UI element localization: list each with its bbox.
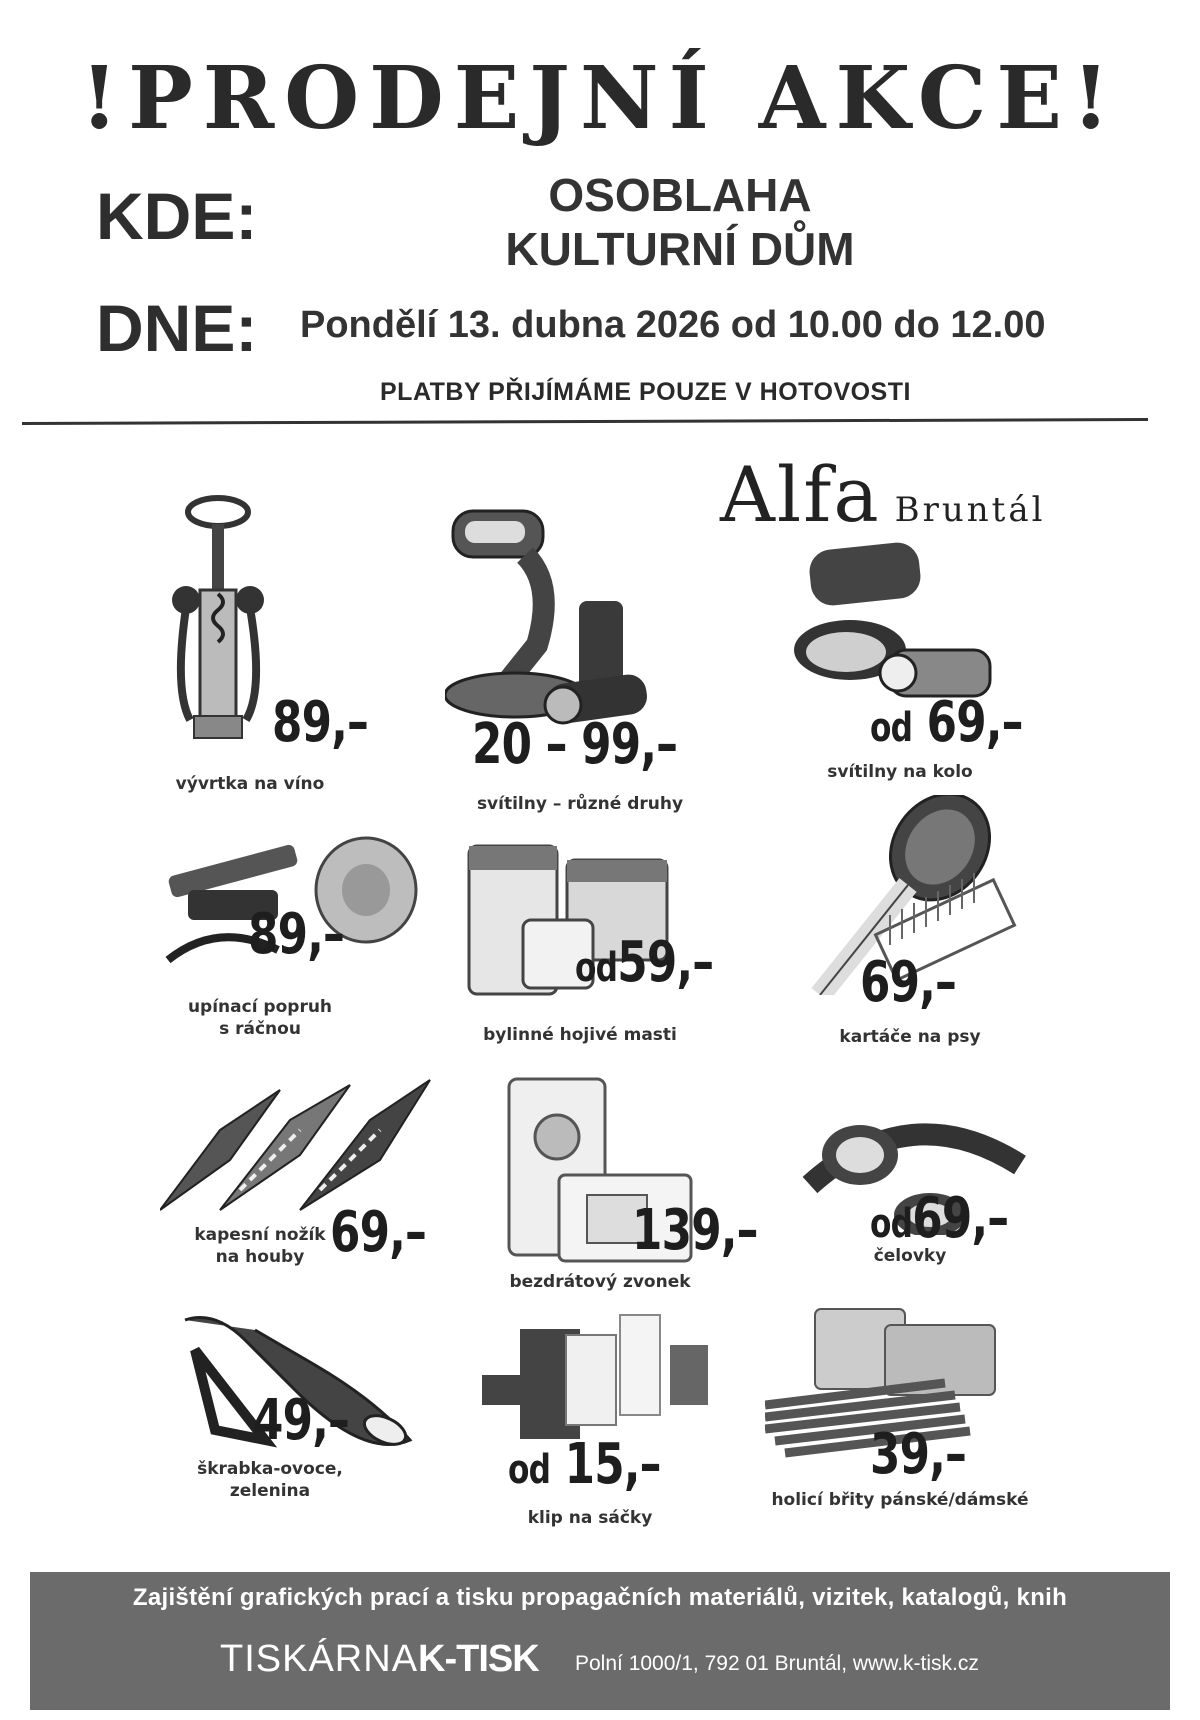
corkscrew-icon (160, 490, 280, 750)
caption-razor: holicí břity pánské/dámské (771, 1490, 1029, 1510)
dne-label: DNE: (96, 291, 258, 365)
price-prefix: od (870, 1201, 913, 1247)
price-corkscrew: 89,– (272, 690, 369, 755)
printer-address: Polní 1000/1, 792 01 Bruntál, www.k-tisk.cz (575, 1652, 979, 1675)
price-prefix: od (870, 705, 913, 751)
price-value: 59,– (617, 930, 714, 995)
caption-line: škrabka-ovoce, (197, 1459, 343, 1479)
printer-logo-prefix: TISKÁRNA (220, 1638, 419, 1680)
caption-headlamp: čelovky (873, 1246, 947, 1266)
caption-pocket-knife (160, 1224, 360, 1268)
price-doorbell: 139,– (632, 1198, 758, 1263)
price-value: 69,– (926, 690, 1023, 755)
price-prefix: od (575, 945, 618, 991)
price-ointment (575, 930, 713, 995)
price-dog-brush: 69,– (860, 950, 957, 1015)
caption-bag-clip: klip na sáčky (527, 1508, 653, 1528)
event-date: Pondělí 13. dubna 2026 od 10.00 do 12.00 (300, 304, 1046, 346)
flashlight-icon (445, 495, 735, 735)
price-peeler: 49,– (253, 1388, 350, 1453)
price-bag-clip (508, 1432, 661, 1497)
logo-main: Alfa (720, 450, 881, 539)
printer-logo-name: K-TISK (418, 1638, 539, 1680)
caption-corkscrew: vývrtka na víno (175, 774, 325, 794)
price-flashlight: 20 – 99,– (472, 712, 678, 777)
footer-service-text: Zajištění grafických prací a tisku propagačních materiálů, vizitek, katalogů, knih (132, 1584, 1068, 1611)
price-prefix: od (508, 1447, 551, 1493)
caption-doorbell: bezdrátový zvonek (509, 1272, 691, 1292)
place-line-1: OSOBLAHA (548, 169, 812, 221)
printer-footer (30, 1572, 1170, 1710)
page-title: !PRODEJNÍ AKCE! (80, 48, 1120, 149)
price-ratchet-strap: 89,– (248, 902, 345, 967)
price-value: 69,– (912, 1186, 1009, 1251)
price-value: 15,– (564, 1432, 661, 1497)
logo-city: Bruntál (894, 490, 1046, 530)
caption-flashlight: svítilny – různé druhy (476, 794, 684, 814)
place-line-2: KULTURNÍ DŮM (505, 223, 855, 275)
payment-note: PLATBY PŘIJÍMÁME POUZE V HOTOVOSTI (380, 378, 911, 406)
caption-line: upínací popruh (187, 997, 333, 1017)
printer-logo (220, 1638, 539, 1681)
caption-dog-brush: kartáče na psy (839, 1027, 981, 1047)
caption-line: na houby (215, 1247, 305, 1267)
divider (22, 418, 1148, 425)
caption-line: zelenina (229, 1481, 311, 1501)
product-corkscrew (160, 490, 490, 820)
price-headlamp (870, 1186, 1008, 1251)
price-pocket-knife: 69,– (330, 1200, 427, 1265)
pocket-knife-icon (160, 1060, 450, 1220)
caption-bike-light: svítilny na kolo (827, 762, 973, 782)
kde-label: KDE: (96, 179, 258, 253)
caption-line: kapesní nožík (194, 1225, 326, 1245)
caption-line: s ráčnou (219, 1019, 301, 1039)
price-bike-light (870, 690, 1023, 755)
caption-peeler (170, 1458, 370, 1502)
caption-ratchet-strap (160, 996, 360, 1040)
price-razor: 39,– (870, 1422, 967, 1487)
caption-ointment: bylinné hojivé masti (483, 1025, 677, 1045)
